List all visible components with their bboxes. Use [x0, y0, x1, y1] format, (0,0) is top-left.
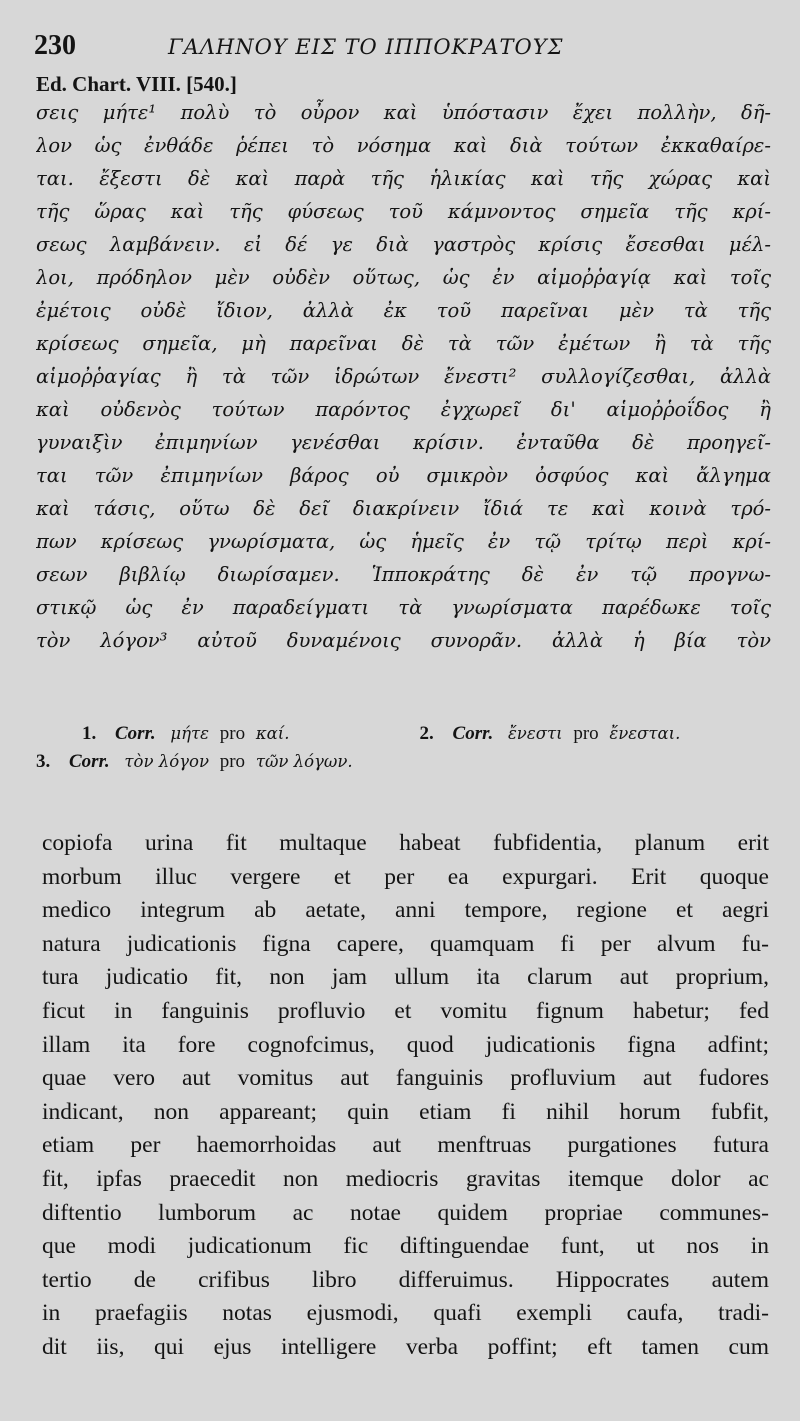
running-title: ΓΑΛΗΝΟΥ ΕΙΣ ΤΟ ΙΠΠΟΚΡΑΤΟΥΣ — [168, 35, 564, 59]
note-number: 1. — [82, 723, 97, 744]
greek-line: στικῷ ὡς ἐν παραδείγματι τὰ γνωρίσματα παρέδωκε τοῖς — [36, 596, 771, 619]
latin-line: diftentio lumborum ac notae quidem propriae communes- — [42, 1199, 769, 1226]
note-number: 3. — [36, 751, 51, 772]
latin-line: morbum illuc vergere et per ea expurgari. Erit quoque — [42, 863, 769, 890]
latin-line: tertio de crifibus libro differuimus. Hippocrates autem — [42, 1266, 769, 1293]
greek-line: ἐμέτοις οὐδὲ ἴδιον, ἀλλὰ ἐκ τοῦ παρεῖναι μὲν τὰ τῆς — [36, 299, 771, 322]
latin-text — [42, 827, 769, 1365]
note-pro: pro — [219, 751, 246, 772]
note-new-reading: ἔνεστι — [507, 724, 563, 743]
latin-line: medico integrum ab aetate, anni tempore, regione et aegri — [42, 897, 769, 924]
notes-row — [36, 720, 771, 748]
notes-row — [36, 748, 771, 776]
greek-line: ται. ἔξεστι δὲ καὶ παρὰ τῆς ἡλικίας καὶ τῆς χώρας καὶ — [36, 167, 771, 190]
latin-line: ficut in fanguinis profluvio et vomitu fignum habetur; fed — [42, 997, 769, 1024]
note-corr-label: Corr. — [69, 751, 110, 772]
greek-text — [36, 96, 771, 657]
latin-line: indicant, non appareant; quin etiam fi nihil horum fubfit, — [42, 1098, 769, 1125]
greek-line: τὸν λόγον³ αὐτοῦ δυναμένοις συνορᾶν. ἀλλὰ ἡ βία τὸν — [36, 629, 771, 652]
note-old-reading: καί. — [255, 724, 290, 743]
page-number: 230 — [34, 30, 76, 61]
note-new-reading: τὸν λόγον — [124, 752, 209, 771]
latin-line: dit iis, qui ejus intelligere verba poffint; eft tamen cum — [42, 1333, 769, 1360]
note-pro: pro — [573, 723, 599, 744]
latin-line: natura judicationis figna capere, quamquam fi per alvum fu- — [42, 930, 769, 957]
note-pro: pro — [219, 723, 246, 744]
greek-line: λοι, πρόδηλον μὲν οὐδὲν οὕτως, ὡς ἐν αἱμοῤῥαγίᾳ καὶ τοῖς — [36, 266, 771, 289]
running-head — [34, 30, 778, 70]
greek-line: σεων βιβλίῳ διωρίσαμεν. Ἱπποκράτης δὲ ἐν τῷ προγνω- — [36, 563, 771, 586]
greek-line: κρίσεως σημεῖα, μὴ παρεῖναι δὲ τὰ τῶν ἐμέτων ἢ τὰ τῆς — [36, 332, 771, 355]
note-corr-label: Corr. — [452, 723, 494, 744]
note-old-reading: ἔνεσται. — [609, 724, 681, 743]
note-old-reading: τῶν λόγων. — [255, 752, 353, 771]
greek-line: αἱμοῤῥαγίας ἢ τὰ τῶν ἱδρώτων ἔνεστι² συλλογίζεσθαι, ἀλλὰ — [36, 365, 771, 388]
greek-line: καὶ οὐδενὸς τούτων παρόντος ἐγχωρεῖ δι' αἱμοῤῥοΐδος ἢ — [36, 398, 771, 421]
greek-line: γυναιξὶν ἐπιμηνίων γενέσθαι κρίσιν. ἐνταῦθα δὲ προηγεῖ- — [36, 431, 771, 454]
latin-line: illam ita fore cognofcimus, quod judicationis figna adfint; — [42, 1031, 769, 1058]
greek-line: ται τῶν ἐπιμηνίων βάρος οὐ σμικρὸν ὀσφύος καὶ ἄλγημα — [36, 464, 771, 487]
greek-line: καὶ τάσις, οὕτω δὲ δεῖ διακρίνειν ἴδιά τε καὶ κοινὰ τρό- — [36, 497, 771, 520]
critical-notes — [36, 720, 771, 776]
greek-line: σεως λαμβάνειν. εἰ δέ γε διὰ γαστρὸς κρίσις ἔσεσθαι μέλ- — [36, 233, 771, 256]
latin-line: tura judicatio fit, non jam ullum ita clarum aut proprium, — [42, 964, 769, 991]
greek-line: πων κρίσεως γνωρίσματα, ὡς ἡμεῖς ἐν τῷ τρίτῳ περὶ κρί- — [36, 530, 771, 553]
edition-reference: Ed. Chart. VIII. [540.] — [36, 72, 237, 96]
latin-line: in praefagiis notas ejusmodi, quafi exempli caufa, tradi- — [42, 1300, 769, 1327]
note-corr-label: Corr. — [115, 723, 156, 744]
latin-line: fit, ipfas praecedit non mediocris gravitas itemque dolor ac — [42, 1165, 769, 1192]
latin-line: copiofa urina fit multaque habeat fubfidentia, planum erit — [42, 830, 769, 856]
latin-line: que modi judicationum fic diftinguendae funt, ut nos in — [42, 1233, 769, 1260]
greek-line: τῆς ὥρας καὶ τῆς φύσεως τοῦ κάμνοντος σημεῖα τῆς κρί- — [36, 200, 771, 223]
note-number: 2. — [419, 723, 434, 744]
note-item — [420, 720, 681, 748]
note-item — [82, 720, 290, 748]
note-item — [36, 748, 353, 776]
note-new-reading: μήτε — [170, 724, 210, 743]
greek-line: λον ὡς ἐνθάδε ῥέπει τὸ νόσημα καὶ διὰ τούτων ἐκκαθαίρε- — [36, 134, 771, 157]
greek-line: σεις μήτε¹ πολὺ τὸ οὖρον καὶ ὑπόστασιν ἔχει πολλὴν, δῆ- — [36, 101, 771, 124]
latin-line: quae vero aut vomitus aut fanguinis profluvium aut fudores — [42, 1065, 769, 1092]
latin-line: etiam per haemorrhoidas aut menftruas purgationes futura — [42, 1132, 769, 1159]
